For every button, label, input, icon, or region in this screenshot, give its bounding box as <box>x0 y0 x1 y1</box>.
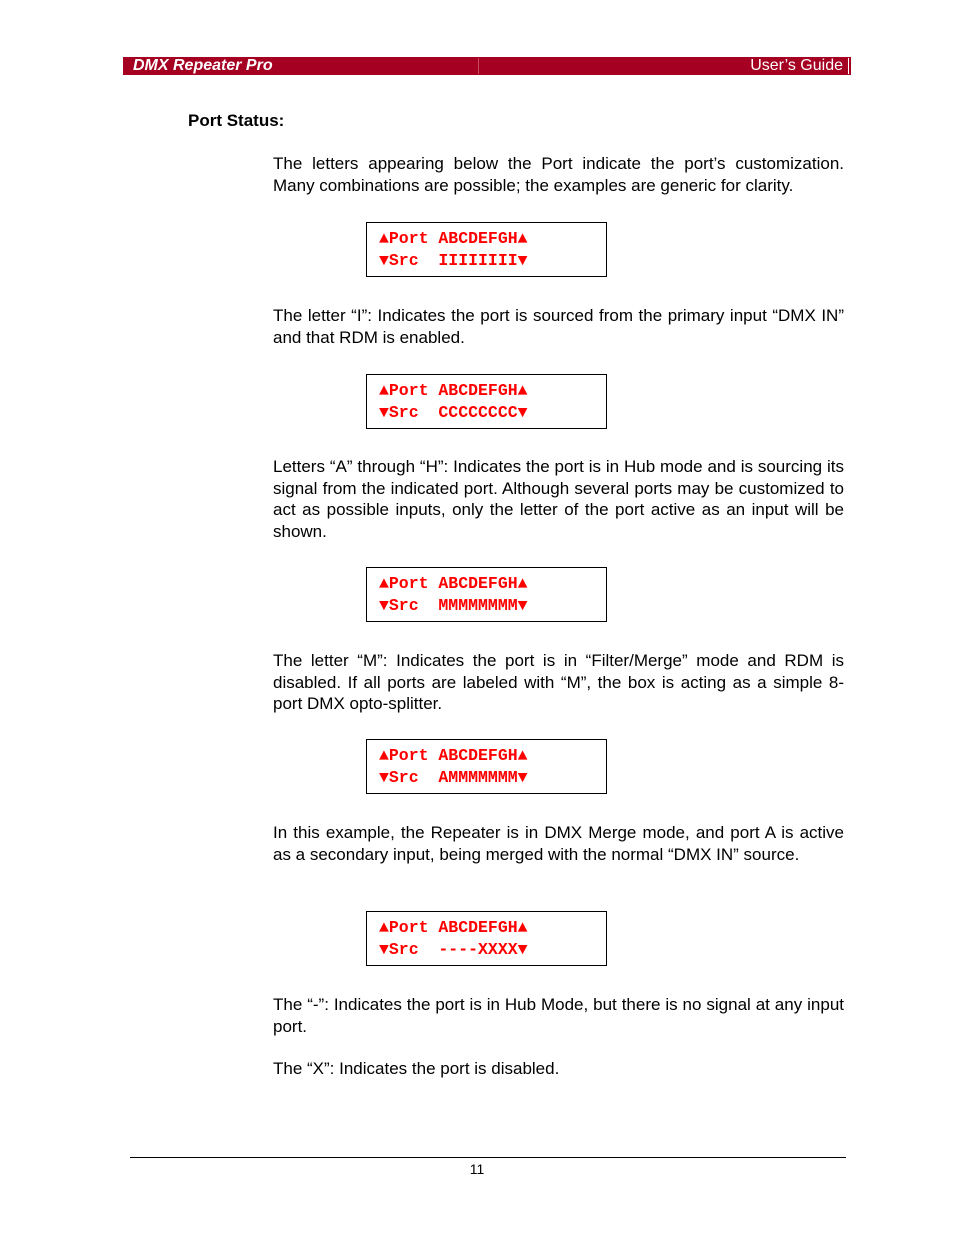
paragraph-letter-x: The “X”: Indicates the port is disabled. <box>273 1059 560 1078</box>
lcd-line-port: ▲Port ABCDEFGH▲ <box>379 746 528 765</box>
paragraph-letters-a-h: Letters “A” through “H”: Indicates the port is in Hub mode and is sourcing its signal from the indicated port. Although several ports may be customized to act as possible inputs, only the letter of the port active as an input will be shown. <box>273 457 844 541</box>
lcd-line-src: ▼Src CCCCCCCC▼ <box>379 403 528 422</box>
lcd-display-no-signal-disabled <box>366 911 607 966</box>
lcd-line-src: ▼Src MMMMMMMM▼ <box>379 596 528 615</box>
paragraph-letter-m: The letter “M”: Indicates the port is in “Filter/Merge” mode and RDM is disabled. If all ports are labeled with “M”, the box is acting as a simple 8-port DMX opto-splitter. <box>273 651 844 713</box>
paragraph-letter-i: The letter “I”: Indicates the port is sourced from the primary input “DMX IN” and that RDM is enabled. <box>273 306 844 347</box>
lcd-line-src: ▼Src IIIIIIII▼ <box>379 251 528 270</box>
section-title: Port Status: <box>188 111 285 130</box>
lcd-line-port: ▲Port ABCDEFGH▲ <box>379 918 528 937</box>
lcd-display-hub-mode <box>366 374 607 429</box>
paragraph-dash: The “-”: Indicates the port is in Hub Mode, but there is no signal at any input port. <box>273 995 844 1036</box>
lcd-line-src: ▼Src ----XXXX▼ <box>379 940 528 959</box>
page-number: 11 <box>469 1161 485 1177</box>
intro-paragraph: The letters appearing below the Port indicate the port’s customization. Many combinations are possible; the examples are generic for clarity. <box>273 154 844 195</box>
lcd-display-primary-input <box>366 222 607 277</box>
header-divider <box>478 58 479 74</box>
lcd-line-port: ▲Port ABCDEFGH▲ <box>379 381 528 400</box>
page-header <box>123 57 851 75</box>
header-title: DMX Repeater Pro <box>133 57 273 74</box>
paragraph-merge-example: In this example, the Repeater is in DMX Merge mode, and port A is active as a secondary input, being merged with the normal “DMX IN” source. <box>273 823 844 864</box>
header-end-mark <box>848 58 849 74</box>
header-guide-label: User’s Guide <box>750 57 843 74</box>
lcd-display-filter-merge <box>366 567 607 622</box>
footer-rule <box>130 1157 846 1158</box>
lcd-display-dmx-merge <box>366 739 607 794</box>
lcd-line-port: ▲Port ABCDEFGH▲ <box>379 229 528 248</box>
lcd-line-port: ▲Port ABCDEFGH▲ <box>379 574 528 593</box>
lcd-line-src: ▼Src AMMMMMMM▼ <box>379 768 528 787</box>
